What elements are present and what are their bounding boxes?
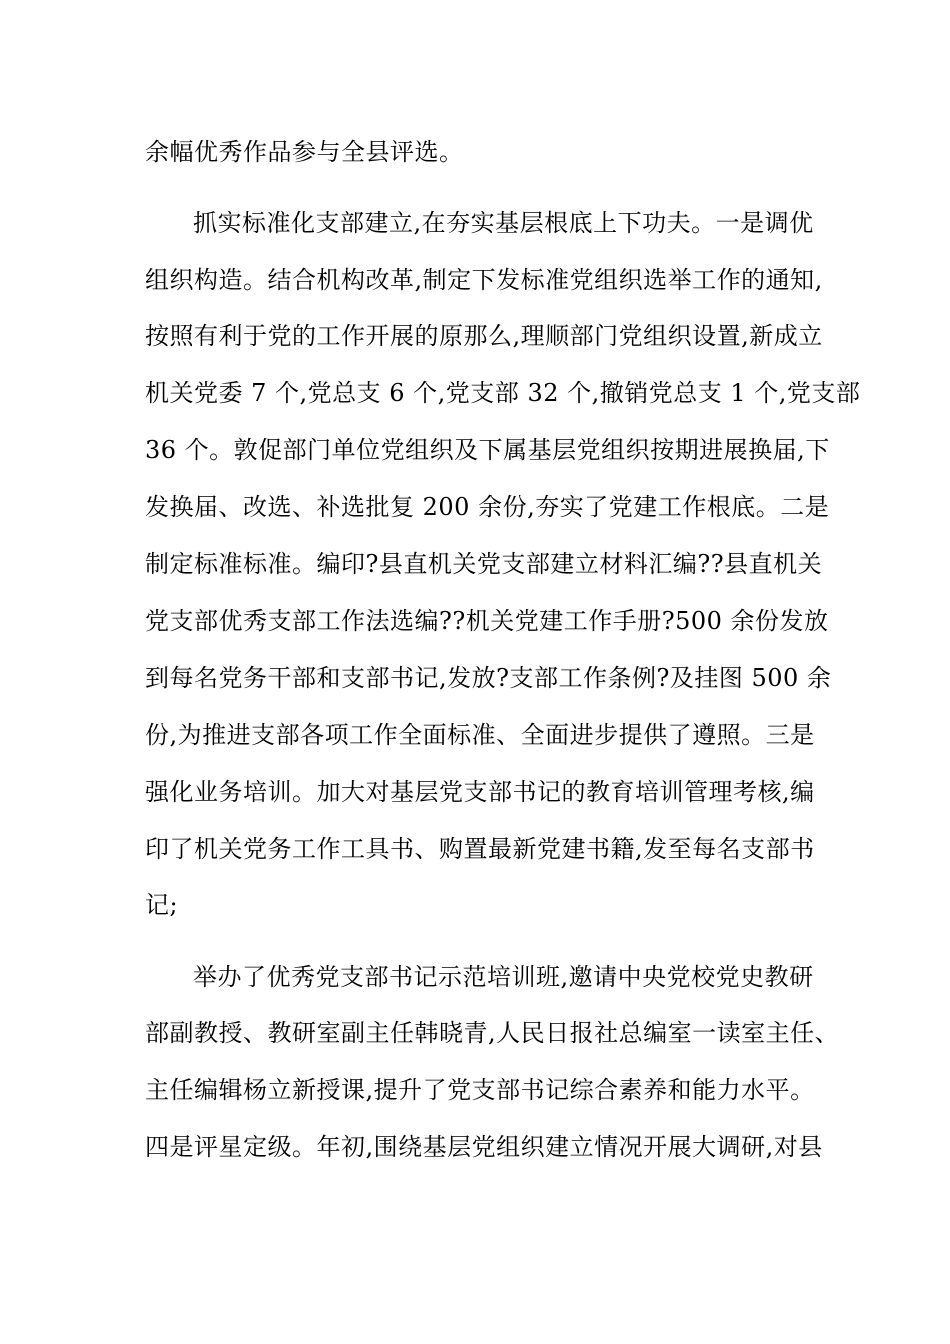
text-line: 四是评星定级。年初,围绕基层党组织建立情况开展大调研,对县 xyxy=(145,1133,823,1161)
paragraph-first-line: 抓实标准化支部建立,在夯实基层根底上下功夫。一是调优 xyxy=(193,209,814,237)
text-line: 机关党委 7 个,党总支 6 个,党支部 32 个,撤销党总支 1 个,党支部 xyxy=(145,379,861,407)
text-line: 记; xyxy=(145,891,179,919)
text-line: 印了机关党务工作工具书、购置最新党建书籍,发至每名支部书 xyxy=(145,835,815,863)
text-line: 主任编辑杨立新授课,提升了党支部书记综合素养和能力水平。 xyxy=(145,1076,815,1104)
text-line: 部副教授、教研室副主任韩晓青,人民日报社总编室一读室主任、 xyxy=(145,1019,840,1047)
text-line: 份,为推进支部各项工作全面标准、全面进步提供了遵照。三是 xyxy=(145,721,815,749)
text-line: 余幅优秀作品参与全县评选。 xyxy=(145,138,464,166)
text-line: 组织构造。结合机构改革,制定下发标准党组织选举工作的通知, xyxy=(145,266,823,294)
text-line: 发换届、改选、补选批复 200 余份,夯实了党建工作根底。二是 xyxy=(145,493,830,521)
text-line: 按照有利于党的工作开展的原那么,理顺部门党组织设置,新成立 xyxy=(145,322,823,350)
text-line: 36 个。敦促部门单位党组织及下属基层党组织按期进展换届,下 xyxy=(145,436,830,464)
text-line: 强化业务培训。加大对基层党支部书记的教育培训管理考核,编 xyxy=(145,778,815,806)
text-line: 制定标准标准。编印?县直机关党支部建立材料汇编??县直机关 xyxy=(145,550,823,578)
paragraph-first-line: 举办了优秀党支部书记示范培训班,邀请中央党校党史教研 xyxy=(193,963,814,991)
text-line: 党支部优秀支部工作法选编??机关党建工作手册?500 余份发放 xyxy=(145,607,829,635)
text-line: 到每名党务干部和支部书记,发放?支部工作条例?及挂图 500 余 xyxy=(145,664,832,692)
